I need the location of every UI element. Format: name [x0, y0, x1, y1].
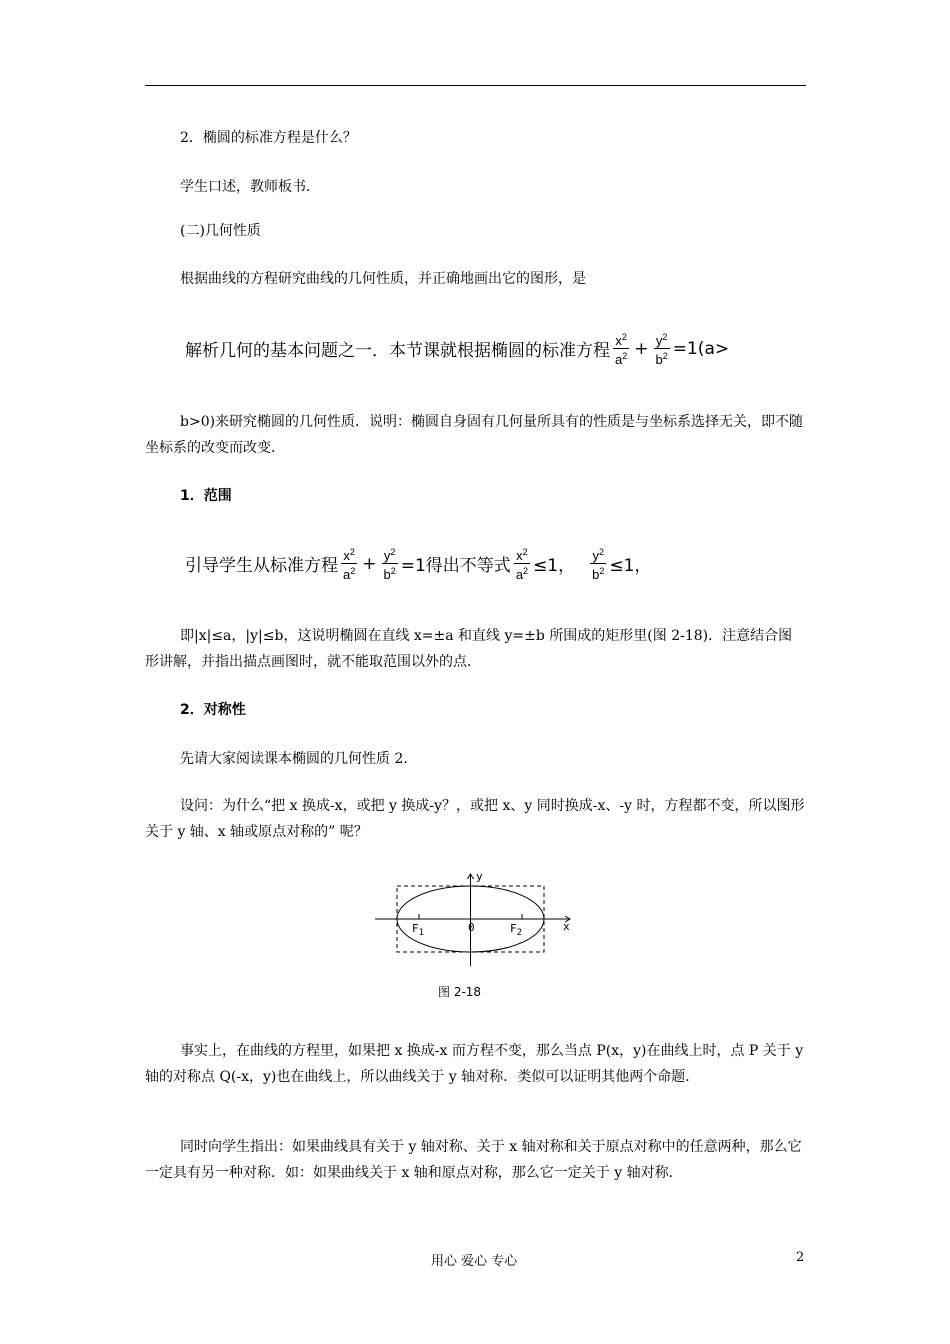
figure-caption: 图 2-18 [438, 985, 482, 999]
heading-symmetry: 2．对称性 [180, 702, 246, 718]
fraction-x2-a2-ineq: $\frac{x^2}{a^2}$ [515, 547, 529, 582]
paragraph-question-2: 2．椭圆的标准方程是什么？ [180, 130, 357, 146]
x-axis-label: x [563, 920, 570, 933]
paragraph-student-recite: 学生口述，教师板书． [180, 179, 320, 195]
page-number: 2 [796, 1250, 805, 1265]
y-axis-label: y [476, 870, 483, 883]
math-text-derive: =1得出不等式 [400, 556, 511, 576]
paragraph-question-symmetry: 设问：为什么“把 x 换成-x，或把 y 换成-y？，或把 x、y 同时换成-x、-y 时，方程都不变，所以图形关于 y 轴、x 轴或原点对称的” 呢？ [145, 798, 805, 840]
section-heading-geometry: (二)几何性质 [180, 223, 261, 239]
equation-rhs: =1(a> [672, 338, 730, 359]
focus-f1-label: $F_1$ [412, 922, 425, 938]
paragraph-proof: 事实上，在曲线的方程里，如果把 x 换成-x 而方程不变，那么当点 P(x，y)在曲线上时，点 P 关于 y 轴的对称点 Q(-x，y)也在曲线上，所以曲线关于 y 轴对称．类似可以证明其他两个命题． [145, 1043, 804, 1085]
focus-f2-label: $F_2$ [510, 922, 523, 938]
ineq-x: ≤1， [533, 556, 576, 576]
figure-ellipse [370, 866, 575, 1006]
paragraph-intro: 根据曲线的方程研究曲线的几何性质，并正确地画出它的图形，是 [180, 271, 586, 287]
math-line-inequality: 引导学生从标准方程 $\frac{x^2}{a^2}$ + $\frac{y^2}{b^2}$ =1得出不等式 $\frac{x^2}{a^2}$ ≤1， $\frac{y^2}{b^2}$ ≤1， [185, 547, 652, 582]
paragraph-read-textbook: 先请大家阅读课本椭圆的几何性质 2． [180, 751, 418, 767]
math-line-standard-equation: 解析几何的基本问题之一．本节课就根据椭圆的标准方程 $\frac{x^2}{a^2}$ + $\frac{y^2}{b^2}$ =1(a> [185, 332, 730, 367]
origin-label: 0 [468, 921, 475, 934]
fraction-y2-b2: $\frac{y^2}{b^2}$ [383, 547, 396, 582]
math-text: 解析几何的基本问题之一．本节课就根据椭圆的标准方程 [185, 341, 610, 361]
ineq-y: ≤1， [609, 556, 652, 576]
header-rule [145, 85, 806, 86]
paragraph-symmetry-rule: 同时向学生指出：如果曲线具有关于 y 轴对称、关于 x 轴对称和关于原点对称中的任意两种，那么它一定具有另一种对称．如：如果曲线关于 x 轴和原点对称，那么它一定关于 y 轴对称． [145, 1139, 802, 1181]
fraction-y2-b2: $\frac{y^2}{b^2}$ [655, 332, 668, 367]
paragraph-range-explain: 即|x|≤a，|y|≤b，这说明椭圆在直线 x=±a 和直线 y=±b 所围成的矩形里(图 2-18)．注意结合图形讲解，并指出描点画图时，就不能取范围以外的点． [145, 628, 793, 670]
fraction-x2-a2: $\frac{x^2}{a^2}$ [343, 547, 356, 582]
ellipse-diagram [370, 866, 575, 1006]
fraction-y2-b2-ineq: $\frac{y^2}{b^2}$ [592, 547, 605, 582]
math-text-guide: 引导学生从标准方程 [185, 556, 338, 576]
fraction-x2-a2: $\frac{x^2}{a^2}$ [615, 332, 628, 367]
footer-motto: 用心 爱心 专心 [431, 1254, 518, 1269]
paragraph-property-note: b>0)来研究椭圆的几何性质．说明：椭圆自身固有几何量所具有的性质是与坐标系选择无关，即不随坐标系的改变而改变． [145, 414, 804, 456]
heading-range: 1．范围 [180, 488, 232, 504]
